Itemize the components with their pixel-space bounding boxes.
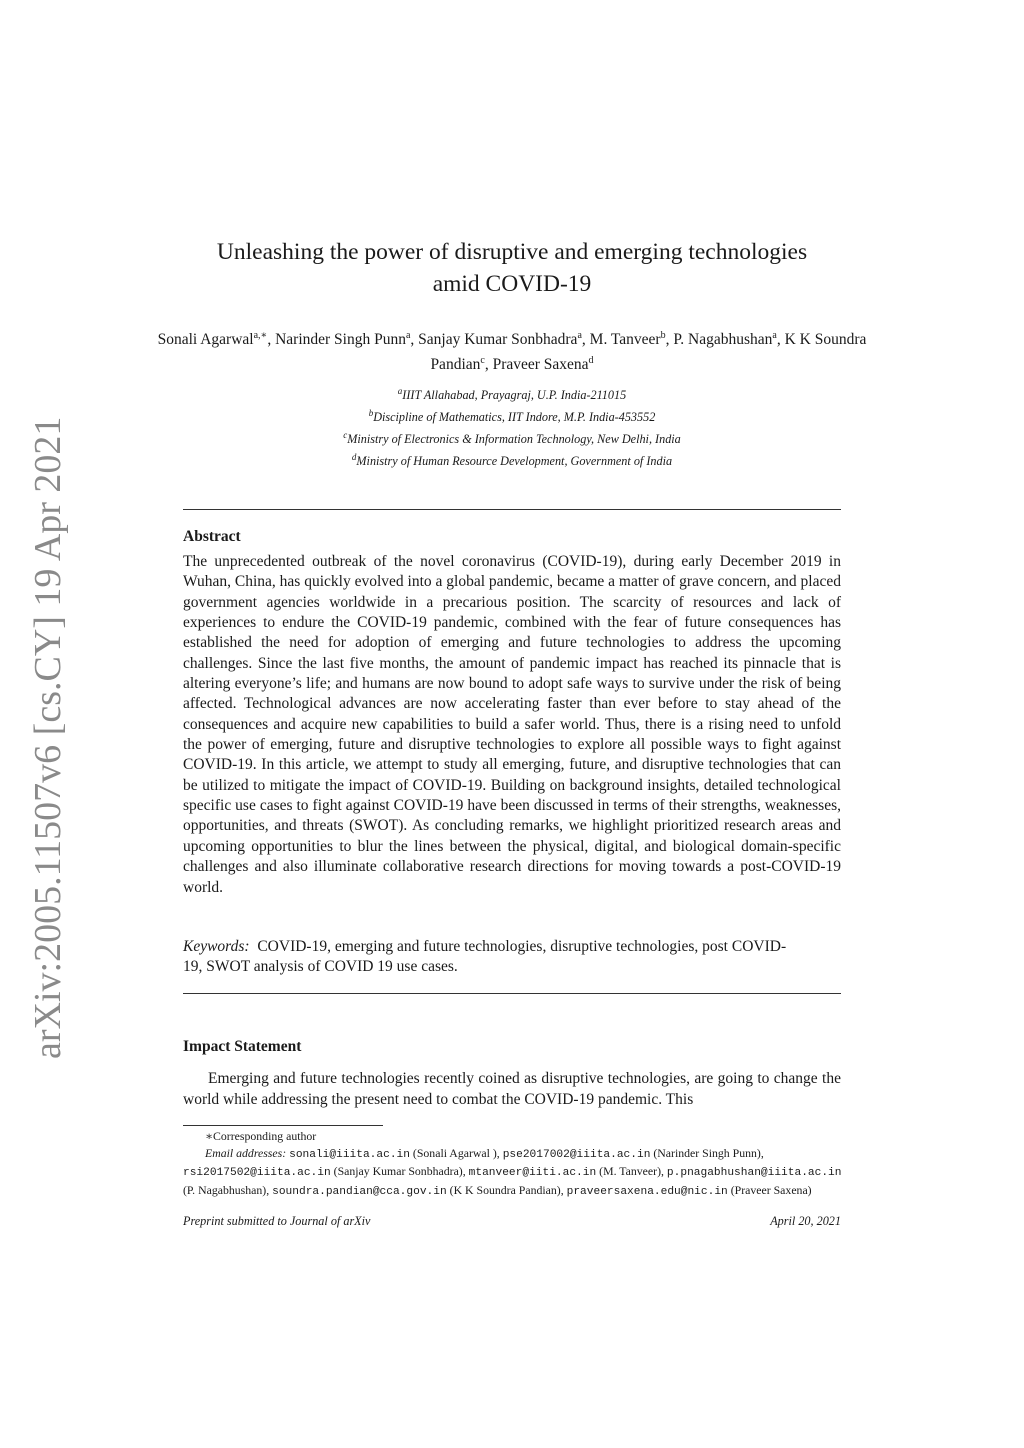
email-entry: praveersaxena.edu@nic.in (Praveer Saxena) (566, 1182, 812, 1198)
affiliation: $^d$Ministry of Human Resource Development, Government of India (351, 452, 673, 469)
email-entry: p.pnagabhushan@iiita.ac.in (P. Nagabhushan), (183, 1167, 842, 1197)
email-entry: soundra.pandian@cca.gov.in (K K Soundra Pandian), (272, 1182, 564, 1198)
title-line-2: amid COVID-19 (432, 271, 592, 297)
title-line-1: Unleashing the power of disruptive and emerging technologies (216, 239, 808, 265)
arxiv-sidebar (18, 416, 78, 1059)
abstract-text: The unprecedented outbreak of the novel coronavirus (COVID-19), during early December 2019 in Wuhan, China, has quickly evolved into a global pandemic, became a matter of grave concern, and placed government agencies worldwide in a precarious position. The scarcity of resources and lack of experiences to endure the COVID-19 pandemic, combined with the fear of future consequences has established the need for adoption of emerging and future technologies to address the upcoming challenges. Since the last five months, the amount of pandemic impact has reached its pinnacle that is altering everyone’s life; and humans are now bound to adopt safe ways to survive under the risk of being affected. Technological advances are now accelerating faster than ever before to stay ahead of the consequences and acquire new capabilities to build a safer world. Thus, there is a rising need to unfold the power of emerging, future and disruptive technologies to explore all possible ways to fight against COVID-19. In this article, we attempt to study all emerging, future, and disruptive technologies that can be utilized to mitigate the impact of COVID-19. Building on background insights, detailed technological specific use cases to fight against COVID-19 have been discussed in terms of their strengths, weaknesses, opportunities, and threats (SWOT). As concluding remarks, we highlight prioritized research areas and upcoming opportunities to blur the lines between the physical, digital, and biological domain-specific challenges and also illuminate collaborative research directions for moving towards a post-COVID-19 world. (183, 553, 841, 896)
email-link[interactable]: praveersaxena.edu@nic.in (566, 1185, 728, 1198)
impact-text: Emerging and future technologies recently coined as disruptive technologies, are going to change the world while addressing the present need to combat the COVID-19 pandemic. This (183, 1070, 841, 1108)
keywords (183, 937, 803, 978)
footnotes (183, 1128, 843, 1200)
email-link[interactable]: pse2017002@iiita.ac.in (502, 1148, 651, 1161)
email-addresses (183, 1145, 843, 1201)
footnote-rule (183, 1125, 383, 1126)
divider-top (183, 509, 841, 510)
email-link[interactable]: p.pnagabhushan@iiita.ac.in (666, 1167, 842, 1180)
impact-heading: Impact Statement (183, 1038, 302, 1055)
author: M. Tanveer$^b$, (589, 330, 674, 349)
corresponding-author-note: ∗Corresponding author (205, 1129, 317, 1143)
abstract-heading: Abstract (183, 528, 241, 545)
email-link[interactable]: soundra.pandian@cca.gov.in (272, 1185, 447, 1198)
email-link[interactable]: sonali@iiita.ac.in (289, 1148, 410, 1161)
author: P. Nagabhushan$^a$, (673, 330, 785, 349)
paper-title (150, 236, 874, 300)
email-link[interactable]: mtanveer@iiti.ac.in (468, 1167, 597, 1180)
author: Sanjay Kumar Sonbhadra$^a$, (418, 330, 590, 349)
email-entry: sonali@iiita.ac.in (Sonali Agarwal ), (289, 1145, 503, 1161)
preprint-note: Preprint submitted to Journal of arXiv (183, 1214, 371, 1228)
affiliation: $^c$Ministry of Electronics & Information Technology, New Delhi, India (343, 430, 681, 447)
email-entry: pse2017002@iiita.ac.in (Narinder Singh Punn), (502, 1145, 764, 1161)
arxiv-identifier: arXiv:2005.11507v6 [cs.CY] 19 Apr 2021 (27, 416, 69, 1059)
author: K K Soundra Pandian$^c$, (430, 331, 867, 374)
footer-date: April 20, 2021 (770, 1214, 841, 1228)
keywords-label: Keywords: (183, 938, 250, 955)
author: Narinder Singh Punn$^a$, (275, 330, 419, 349)
email-entry: rsi2017502@iiita.ac.in (Sanjay Kumar Sonbhadra), (183, 1164, 469, 1180)
divider-bottom (183, 993, 841, 994)
affiliation: $^a$IIIT Allahabad, Prayagraj, U.P. India-211015 (397, 386, 627, 403)
author: Sonali Agarwal$^{a,∗}$, (157, 330, 276, 349)
affiliation: $^b$Discipline of Mathematics, IIT Indore, M.P. India-453552 (368, 408, 656, 425)
affiliations (150, 382, 874, 470)
author-list (150, 325, 874, 375)
author: Praveer Saxena$^d$ (492, 355, 594, 374)
email-link[interactable]: rsi2017502@iiita.ac.in (183, 1167, 331, 1180)
email-entry: mtanveer@iiti.ac.in (M. Tanveer), (468, 1164, 664, 1180)
email-label: Email addresses: (205, 1145, 287, 1160)
keywords-text: COVID-19, emerging and future technologies, disruptive technologies, post COVID-19, SWOT analysis of COVID 19 use cases. (183, 938, 787, 976)
